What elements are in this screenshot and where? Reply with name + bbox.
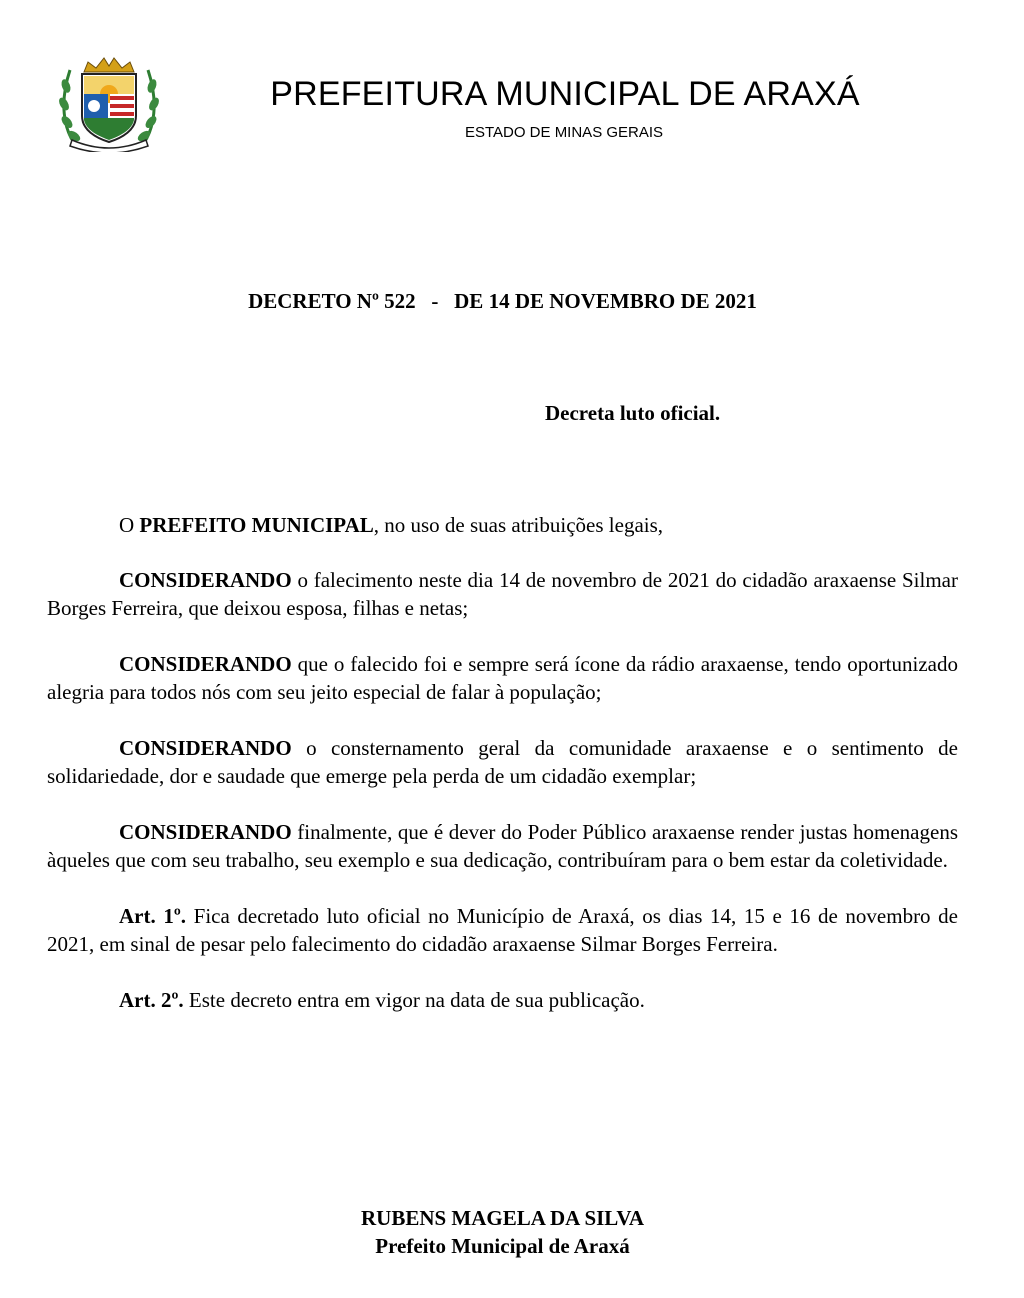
intro-paragraph [47, 511, 958, 540]
intro-rest: , no uso de suas atribuições legais, [373, 513, 664, 537]
article-paragraph [47, 986, 958, 1015]
considerando-label: CONSIDERANDO [119, 735, 292, 760]
considerando-text: finalmente, que é dever do Poder Público araxaense render justas homenagens àqueles que com seu trabalho, seu exemplo e sua dedicação, contribuíram para o bem estar da coletividade. [47, 819, 958, 872]
considerando-paragraph [47, 734, 958, 791]
decree-title: DECRETO Nº 522 - DE 14 DE NOVEMBRO DE 2021 [248, 289, 757, 313]
signature-name: RUBENS MAGELA DA SILVA [360, 1206, 644, 1230]
decree-ementa: Decreta luto oficial. [545, 401, 721, 425]
decree-body [47, 511, 958, 1041]
article-text: Fica decretado luto oficial no Município de Araxá, os dias 14, 15 e 16 de novembro de 2021, em sinal de pesar pelo falecimento do cidadão araxaense Silmar Borges Ferreira. [47, 903, 958, 956]
considerando-label: CONSIDERANDO [119, 567, 292, 592]
intro-bold: PREFEITO MUNICIPAL [139, 513, 374, 537]
intro-lead: O [119, 513, 140, 537]
article-text: Este decreto entra em vigor na data de sua publicação. [183, 987, 645, 1012]
article-label: Art. 2º. [119, 987, 184, 1012]
signature-role: Prefeito Municipal de Araxá [375, 1234, 630, 1258]
considerando-paragraph [47, 566, 958, 623]
header-subtitle: ESTADO DE MINAS GERAIS [464, 124, 664, 141]
article-paragraph [47, 902, 958, 959]
considerando-text: o consternamento geral da comunidade araxaense e o sentimento de solidariedade, dor e saudade que emerge pela perda de um cidadão exemplar; [47, 735, 958, 788]
considerando-label: CONSIDERANDO [119, 819, 292, 844]
article-label: Art. 1º. [119, 903, 187, 928]
considerando-text: que o falecido foi e sempre será ícone da rádio araxaense, tendo oportunizado alegria para todos nós com seu jeito especial de falar à população; [47, 651, 958, 704]
considerando-text: o falecimento neste dia 14 de novembro de 2021 do cidadão araxaense Silmar Borges Ferreira, que deixou esposa, filhas e netas; [47, 567, 958, 620]
header-title: PREFEITURA MUNICIPAL DE ARAXÁ [270, 75, 860, 113]
coat-of-arms-icon [56, 56, 162, 152]
signature-block [0, 1204, 1005, 1260]
considerando-paragraph [47, 818, 958, 875]
considerando-label: CONSIDERANDO [119, 651, 292, 676]
considerando-paragraph [47, 650, 958, 707]
